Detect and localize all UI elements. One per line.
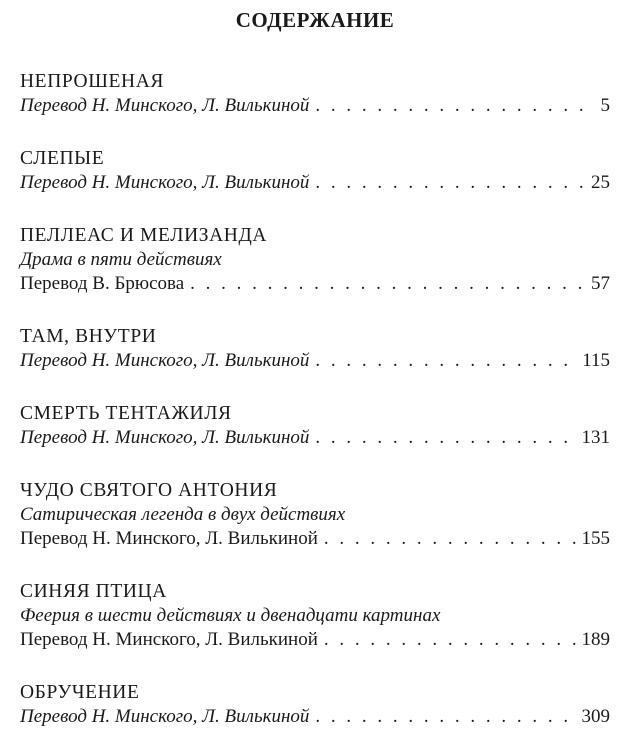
entry-page-number: 5 [600, 95, 610, 116]
contents-entry [20, 402, 610, 450]
dot-leader [190, 272, 585, 296]
entry-subtitle: Феерия в шести действиях и двенадцати картинах [20, 605, 441, 626]
entry-page-number: 57 [591, 273, 610, 294]
entry-title: ЧУДО СВЯТОГО АНТОНИЯ [20, 480, 278, 501]
contents-entry [20, 224, 610, 296]
dot-leader [315, 171, 585, 195]
contents-entry [20, 580, 610, 652]
entry-page-number: 115 [582, 350, 610, 371]
dot-leader [315, 349, 576, 373]
entry-page-number: 309 [581, 706, 610, 727]
entry-credit-line [20, 426, 610, 450]
contents-entry [20, 147, 610, 195]
entry-title: ОБРУЧЕНИЕ [20, 682, 140, 703]
entry-title: ТАМ, ВНУТРИ [20, 326, 157, 347]
entry-title: СЛЕПЫЕ [20, 148, 105, 169]
entry-credit: Перевод В. Брюсова [20, 273, 185, 294]
contents-list [20, 70, 610, 729]
table-of-contents-page [20, 0, 610, 740]
entry-credit: Перевод Н. Минского, Л. Вилькиной [20, 350, 310, 371]
entry-credit: Перевод Н. Минского, Л. Вилькиной [20, 629, 318, 650]
entry-credit-line [20, 272, 610, 296]
entry-page-number: 189 [581, 629, 610, 650]
entry-credit-line [20, 171, 610, 195]
contents-heading: СОДЕРЖАНИЕ [235, 8, 395, 32]
dot-leader [324, 527, 576, 551]
entry-title: СМЕРТЬ ТЕНТАЖИЛЯ [20, 403, 232, 424]
entry-title: ПЕЛЛЕАС И МЕЛИЗАНДА [20, 225, 268, 246]
entry-title: СИНЯЯ ПТИЦА [20, 581, 167, 602]
entry-credit-line [20, 349, 610, 373]
entry-page-number: 131 [581, 427, 610, 448]
contents-entry [20, 479, 610, 551]
contents-entry [20, 681, 610, 729]
entry-credit: Перевод Н. Минского, Л. Вилькиной [20, 528, 318, 549]
entry-credit-line [20, 527, 610, 551]
entry-title: НЕПРОШЕНАЯ [20, 71, 164, 92]
entry-subtitle: Драма в пяти действиях [20, 249, 222, 270]
contents-entry [20, 70, 610, 118]
entry-credit: Перевод Н. Минского, Л. Вилькиной [20, 706, 310, 727]
entry-subtitle: Сатирическая легенда в двух действиях [20, 504, 346, 525]
contents-entry [20, 325, 610, 373]
dot-leader [315, 94, 594, 118]
entry-credit: Перевод Н. Минского, Л. Вилькиной [20, 172, 310, 193]
entry-credit-line [20, 628, 610, 652]
entry-credit-line [20, 94, 610, 118]
dot-leader [315, 705, 575, 729]
entry-page-number: 155 [581, 528, 610, 549]
entry-credit: Перевод Н. Минского, Л. Вилькиной [20, 95, 310, 116]
dot-leader [324, 628, 576, 652]
entry-credit-line [20, 705, 610, 729]
entry-credit: Перевод Н. Минского, Л. Вилькиной [20, 427, 310, 448]
entry-page-number: 25 [591, 172, 610, 193]
dot-leader [315, 426, 575, 450]
